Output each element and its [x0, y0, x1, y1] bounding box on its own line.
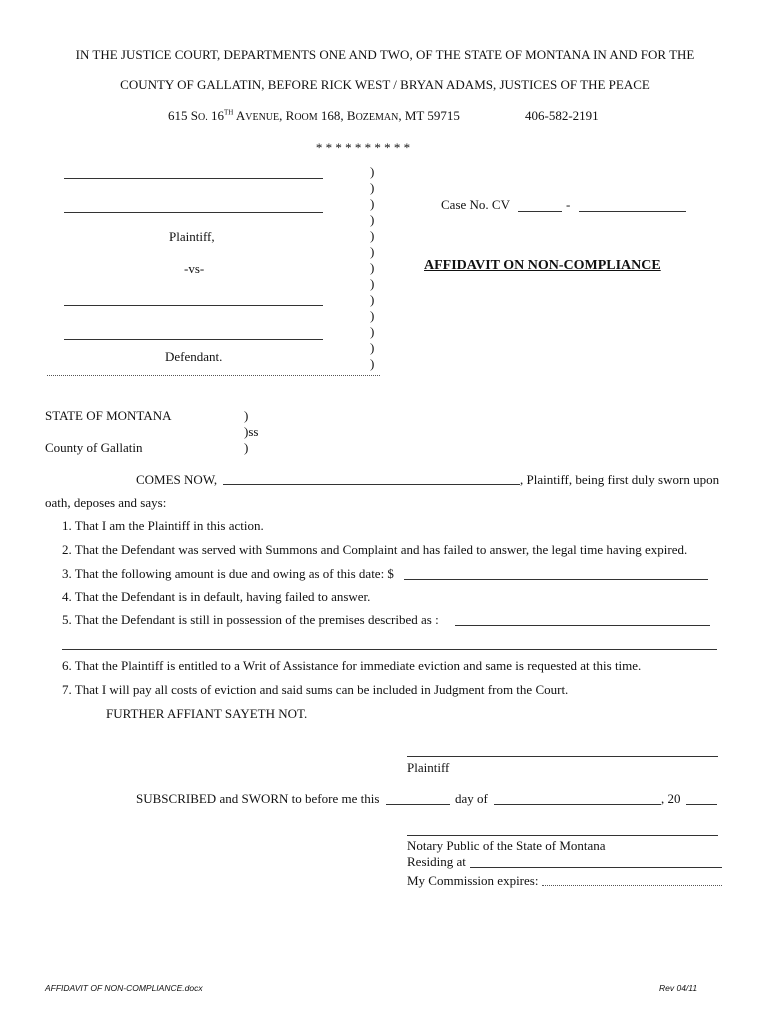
statement-item: 7. That I will pay all costs of eviction and said sums can be included in Judgment from the Court.	[62, 682, 569, 697]
statement-item: 2. That the Defendant was served with Summons and Complaint and has failed to answer, the legal time having expired.	[62, 542, 688, 557]
venue-state: STATE OF MONTANA	[45, 408, 172, 423]
residing-label: Residing at	[407, 854, 466, 869]
residing-field[interactable]	[470, 867, 722, 868]
caption-paren: )	[370, 196, 375, 211]
sworn-day-field[interactable]	[386, 804, 450, 805]
caption-paren: )	[370, 356, 375, 371]
plaintiff-name-field[interactable]	[223, 484, 520, 485]
amount-due-field[interactable]	[404, 579, 708, 580]
caption-paren: )	[370, 212, 375, 227]
document-title: AFFIDAVIT ON NON-COMPLIANCE	[424, 258, 661, 273]
comes-now-tail: , Plaintiff, being first duly sworn upon	[520, 472, 720, 487]
vs-label: -vs-	[184, 261, 205, 276]
statement-item: 6. That the Plaintiff is entitled to a Writ of Assistance for immediate eviction and same is requested at this time.	[62, 658, 642, 673]
caption-paren: )	[370, 292, 375, 307]
comes-now-label: COMES NOW,	[136, 472, 218, 487]
defendant-label: Defendant.	[165, 349, 223, 364]
caption-paren: )	[370, 276, 375, 291]
further-affiant: FURTHER AFFIANT SAYETH NOT.	[106, 706, 308, 721]
venue-county: County of Gallatin	[45, 440, 143, 455]
separator-stars: * * * * * * * * * *	[315, 140, 411, 155]
sworn-month-field[interactable]	[494, 804, 661, 805]
statement-item: 5. That the Defendant is still in possession of the premises described as :	[62, 612, 439, 627]
plaintiff-label: Plaintiff,	[169, 229, 215, 244]
plaintiff-signature-line[interactable]	[407, 756, 718, 757]
case-no-label: Case No. CV	[441, 197, 510, 212]
subscribed-text: SUBSCRIBED and SWORN to before me this	[136, 791, 380, 806]
defendant-name-line-1[interactable]	[64, 305, 323, 306]
venue-ss: )ss	[244, 424, 259, 439]
case-no-field-2[interactable]	[579, 211, 686, 212]
venue-paren: )	[244, 440, 249, 455]
year-prefix: , 20	[661, 791, 681, 806]
premises-field-1[interactable]	[455, 625, 710, 626]
caption-divider	[47, 375, 380, 376]
court-header-line2: COUNTY OF GALLATIN, BEFORE RICK WEST / BRYAN ADAMS, JUSTICES OF THE PEACE	[120, 77, 650, 92]
court-header-line1: IN THE JUSTICE COURT, DEPARTMENTS ONE AND TWO, OF THE STATE OF MONTANA IN AND FOR THE	[75, 47, 695, 62]
plaintiff-name-line-1[interactable]	[64, 178, 323, 179]
caption-paren: )	[370, 260, 375, 275]
notary-signature-line[interactable]	[407, 835, 718, 836]
plaintiff-signature-label: Plaintiff	[407, 760, 450, 775]
statement-item: 3. That the following amount is due and owing as of this date: $	[62, 566, 394, 581]
case-no-field-1[interactable]	[518, 211, 562, 212]
statement-item: 1. That I am the Plaintiff in this action.	[62, 518, 264, 533]
caption-paren: )	[370, 244, 375, 259]
commission-expires-field[interactable]	[542, 885, 722, 886]
caption-paren: )	[370, 228, 375, 243]
premises-field-2[interactable]	[62, 649, 717, 650]
plaintiff-name-line-2[interactable]	[64, 212, 323, 213]
caption-paren: )	[370, 308, 375, 323]
sworn-year-field[interactable]	[686, 804, 717, 805]
footer-revision: Rev 04/11	[659, 983, 698, 993]
venue-paren: )	[244, 408, 249, 423]
court-address: 615 SO. 16TH AVENUE, ROOM 168, BOZEMAN, MT 59715	[168, 108, 460, 123]
court-phone: 406-582-2191	[525, 108, 599, 123]
footer-filename: AFFIDAVIT OF NON-COMPLIANCE.docx	[45, 983, 203, 993]
notary-label: Notary Public of the State of Montana	[407, 838, 606, 853]
statement-item: 4. That the Defendant is in default, having failed to answer.	[62, 589, 371, 604]
case-no-dash: -	[566, 197, 571, 212]
caption-paren: )	[370, 340, 375, 355]
oath-text: oath, deposes and says:	[45, 495, 167, 510]
day-of-label: day of	[455, 791, 488, 806]
caption-paren: )	[370, 180, 375, 195]
caption-paren: )	[370, 164, 375, 179]
commission-label: My Commission expires:	[407, 873, 539, 888]
defendant-name-line-2[interactable]	[64, 339, 323, 340]
caption-paren: )	[370, 324, 375, 339]
